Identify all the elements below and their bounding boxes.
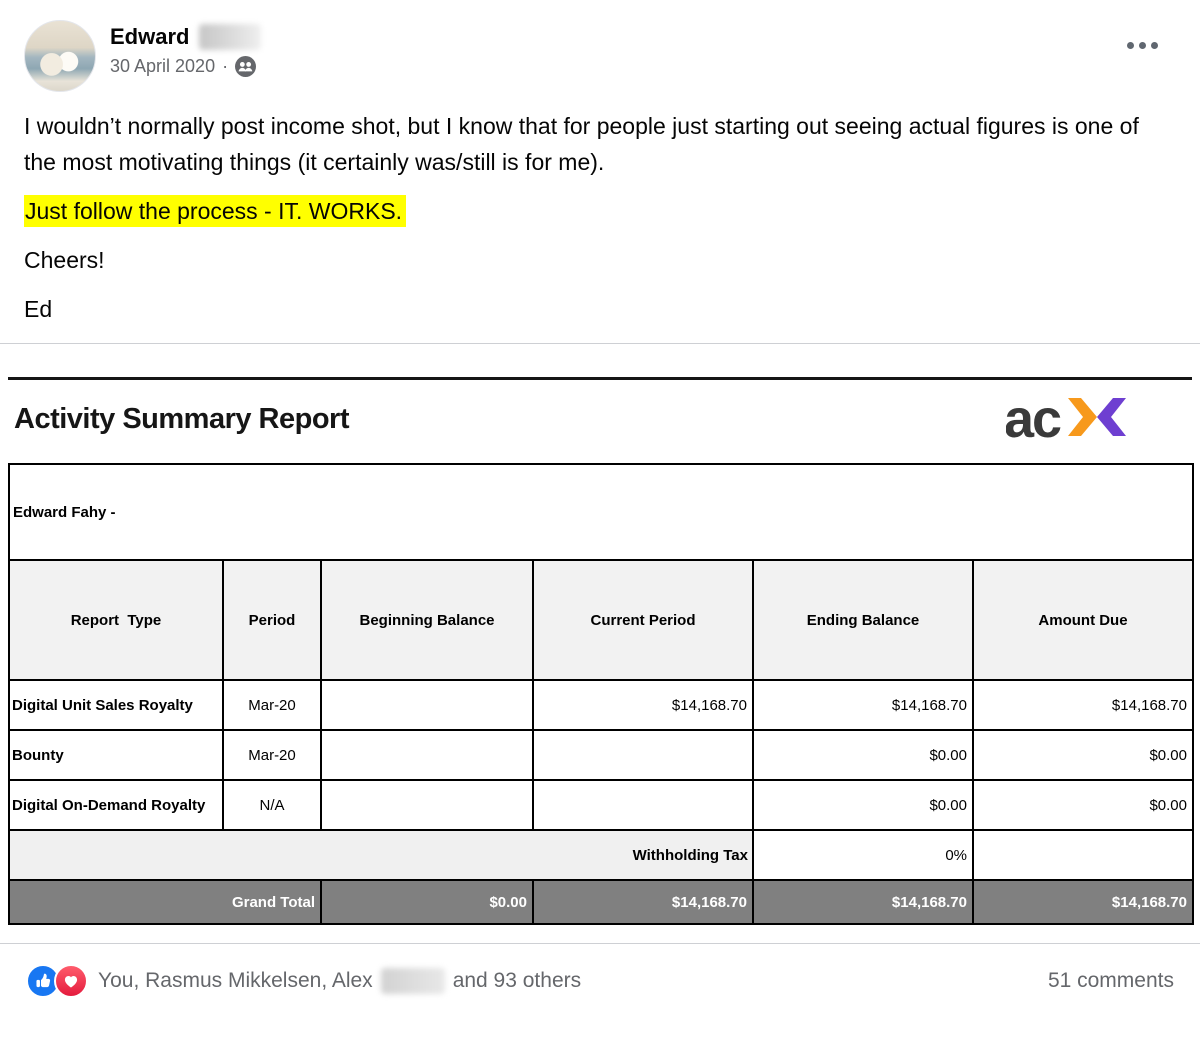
- post-footer: [0, 944, 1200, 998]
- friends-privacy-icon: [235, 56, 256, 77]
- author-name[interactable]: Edward: [110, 24, 190, 49]
- cell-current-period: [533, 730, 753, 780]
- col-ending-balance: Ending Balance: [753, 560, 973, 680]
- withholding-value: 0%: [753, 830, 973, 880]
- comments-count[interactable]: 51 comments: [1047, 969, 1174, 992]
- redacted-surname: [199, 24, 261, 50]
- grand-total-row: [9, 880, 1193, 924]
- grand-total-amount-due: $14,168.70: [973, 880, 1193, 924]
- redacted-name: [381, 968, 445, 994]
- cell-ending-balance: $0.00: [753, 780, 973, 830]
- cell-beginning-balance: [321, 680, 533, 730]
- reaction-summary[interactable]: [98, 968, 581, 994]
- withholding-row: [9, 830, 1193, 880]
- cell-ending-balance: $14,168.70: [753, 680, 973, 730]
- cell-report-type: Bounty: [9, 730, 223, 780]
- post-text-highlight: Just follow the process - IT. WORKS.: [24, 195, 406, 227]
- post-text-signoff: Ed: [24, 296, 53, 322]
- cell-beginning-balance: [321, 730, 533, 780]
- reaction-icons[interactable]: [26, 964, 88, 998]
- header-row: [9, 560, 1193, 680]
- love-icon: [54, 964, 88, 998]
- avatar[interactable]: [24, 20, 96, 92]
- grand-total-current-period: $14,168.70: [533, 880, 753, 924]
- cell-period: N/A: [223, 780, 321, 830]
- grand-total-ending-balance: $14,168.70: [753, 880, 973, 924]
- reaction-others: and 93 others: [452, 969, 582, 992]
- cell-ending-balance: $0.00: [753, 730, 973, 780]
- date-separator: ·: [222, 56, 229, 76]
- post-text-intro: I wouldn’t normally post income shot, but I know that for people just starting out seeing actual figures is one of the most motivating things (it certainly was/still is for me).: [24, 113, 1139, 175]
- cell-current-period: $14,168.70: [533, 680, 753, 730]
- cell-amount-due: $14,168.70: [973, 680, 1193, 730]
- table-row: [9, 730, 1193, 780]
- cell-report-type: Digital On-Demand Royalty: [9, 780, 223, 830]
- post-text-cheers: Cheers!: [24, 247, 105, 273]
- col-amount-due: Amount Due: [973, 560, 1193, 680]
- cell-report-type: Digital Unit Sales Royalty: [9, 680, 223, 730]
- acx-logo: [1006, 392, 1126, 447]
- activity-summary-table: [8, 463, 1194, 925]
- cell-beginning-balance: [321, 780, 533, 830]
- cell-period: Mar-20: [223, 730, 321, 780]
- cell-amount-due: $0.00: [973, 780, 1193, 830]
- table-row: [9, 680, 1193, 730]
- reaction-names: You, Rasmus Mikkelsen, Alex: [98, 969, 373, 992]
- col-report-type: Report Type: [9, 560, 223, 680]
- table-row: [9, 780, 1193, 830]
- report-image[interactable]: [8, 344, 1192, 925]
- grand-total-label: Grand Total: [9, 880, 321, 924]
- withholding-amount-due: [973, 830, 1193, 880]
- post-options-icon[interactable]: [1127, 42, 1158, 49]
- account-holder: Edward Fahy -: [9, 464, 1193, 560]
- post-date[interactable]: 30 April 2020: [110, 56, 216, 76]
- cell-period: Mar-20: [223, 680, 321, 730]
- cell-amount-due: $0.00: [973, 730, 1193, 780]
- post-header: [0, 0, 1200, 92]
- header-text: [110, 20, 261, 92]
- col-beginning-balance: Beginning Balance: [321, 560, 533, 680]
- post-body: [0, 92, 1200, 327]
- account-holder-row: [9, 464, 1193, 560]
- withholding-label: Withholding Tax: [9, 830, 753, 880]
- svg-text:ac: ac: [1006, 392, 1061, 442]
- cell-current-period: [533, 780, 753, 830]
- report-title: Activity Summary Report: [14, 403, 349, 435]
- col-current-period: Current Period: [533, 560, 753, 680]
- col-period: Period: [223, 560, 321, 680]
- grand-total-beginning-balance: $0.00: [321, 880, 533, 924]
